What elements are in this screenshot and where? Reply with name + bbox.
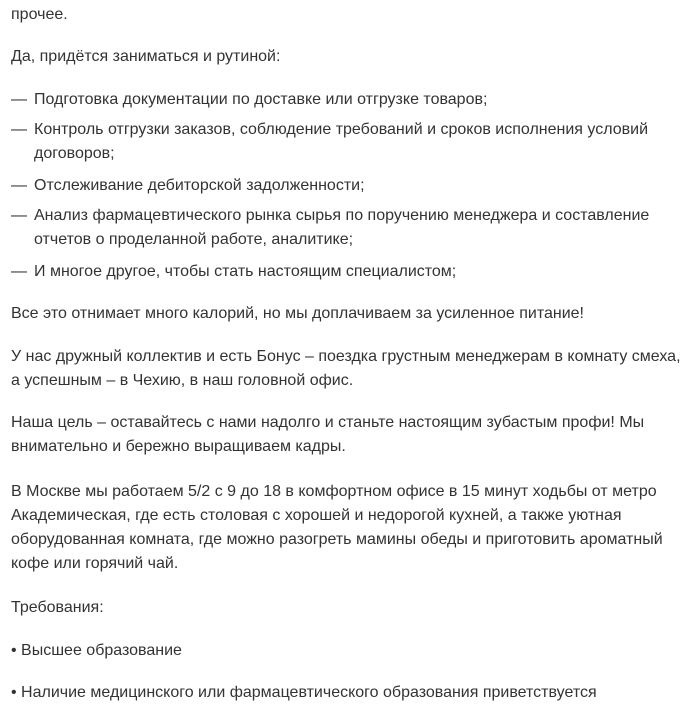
dash-marker: — — [11, 91, 27, 108]
calories-paragraph: Все это отнимает много калорий, но мы доплачиваем за усиленное питание! — [11, 305, 584, 322]
routine-list-item — [11, 88, 693, 112]
routine-list-item — [11, 204, 693, 252]
dash-marker: — — [11, 177, 27, 194]
routine-item-text: Анализ фармацевтического рынка сырья по поручению менеджера и составление отчетов о проделанной работе, аналитике; — [34, 207, 650, 248]
requirement-item: • Высшее образование — [11, 642, 182, 659]
goal-paragraph: Наша цель – оставайтесь с нами надолго и станьте настоящим зубастым профи! Мы внимательно и бережно выращиваем кадры. — [11, 414, 645, 455]
routine-list-item — [11, 118, 693, 166]
routine-list-item — [11, 260, 693, 284]
team-bonus-paragraph: У нас дружный коллектив и есть Бонус – поездка грустным менеджерам в комнату смеха, а успешным – в Чехию, в наш головной офис. — [11, 348, 681, 389]
requirement-item: • Наличие медицинского или фармацевтического образования приветствуется — [11, 684, 597, 701]
routine-heading: Да, придётся заниматься и рутиной: — [11, 48, 281, 65]
routine-item-text: И многое другое, чтобы стать настоящим специалистом; — [34, 263, 457, 280]
routine-item-text: Подготовка документации по доставке или отгрузке товаров; — [34, 91, 488, 108]
routine-list-item — [11, 174, 693, 198]
office-paragraph: В Москве мы работаем 5/2 с 9 до 18 в комфортном офисе в 15 минут ходьбы от метро Академическая, где есть столовая с хорошей и недорогой кухней, а также уютная оборудованная комната, где можно разогреть мамины обеды и приготовить ароматный кофе или горячий чай. — [11, 483, 663, 572]
dash-marker: — — [11, 121, 27, 138]
requirements-heading: Требования: — [11, 599, 104, 616]
routine-item-text: Отслеживание дебиторской задолженности; — [34, 177, 365, 194]
routine-item-text: Контроль отгрузки заказов, соблюдение требований и сроков исполнения условий договоров; — [34, 121, 648, 162]
dash-marker: — — [11, 263, 27, 280]
dash-marker: — — [11, 207, 27, 224]
intro-tail-text: прочее. — [11, 6, 68, 23]
